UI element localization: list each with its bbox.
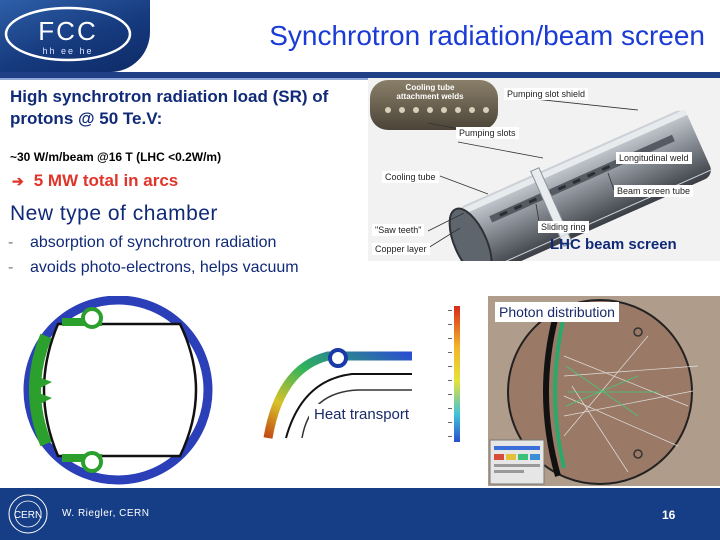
bullet-text: absorption of synchrotron radiation [30,234,277,251]
photon-distribution-label: Photon distribution [495,302,619,322]
fcc-logo-graphic [0,0,150,72]
bullet-item [8,259,299,277]
sr-load-text [10,86,360,130]
new-chamber-heading: New type of chamber [10,202,218,225]
right-arrow-icon: ➔ [12,173,24,189]
pumping-slot-shield-label: Pumping slot shield [504,88,588,100]
lhc-beam-screen-caption: LHC beam screen [550,236,677,253]
longitudinal-weld-label: Longitudinal weld [616,152,692,164]
beam-screen-tube-label: Beam screen tube [614,185,693,197]
pumping-slots-label: Pumping slots [456,127,519,139]
beam-screen-photo [368,78,720,261]
fcc-logo-text: FCC [38,16,98,46]
footer-author: W. Riegler, CERN [62,508,150,519]
sliding-ring-label: Sliding ring [538,221,589,233]
cooling-tube-welds-label: Cooling tube attachment welds [396,83,464,101]
total-power-line [12,171,178,191]
slide-header [0,0,720,80]
saw-teeth-label: "Saw teeth" [372,224,424,236]
dash-bullet-icon: - [8,259,14,276]
copper-layer-label: Copper layer [372,243,430,255]
sr-load-text-content: High synchrotron radiation load (SR) of protons @ 50 Te.V: [10,87,329,128]
heat-transport-label: Heat transport [309,404,414,425]
dash-bullet-icon: - [8,234,14,251]
page-number: 16 [662,508,676,522]
fcc-logo-subtext: hh ee he [42,46,94,56]
photon-distribution-drawing [488,296,720,486]
slide-title: Synchrotron radiation/beam screen [269,20,705,51]
fcc-logo [0,0,150,72]
cross-section-drawing [0,296,252,486]
bullet-text: avoids photo-electrons, helps vacuum [30,259,299,276]
cern-logo-text: CERN [13,510,43,521]
cern-logo [6,492,50,536]
sr-detail-text: ~30 W/m/beam @16 T (LHC <0.2W/m) [10,150,222,164]
photon-distribution-figure [488,296,720,486]
total-power-text: 5 MW total in arcs [33,171,179,190]
cooling-tube-label: Cooling tube [382,171,439,183]
bullet-item [8,234,276,252]
beam-screen-cross-section [0,296,252,486]
